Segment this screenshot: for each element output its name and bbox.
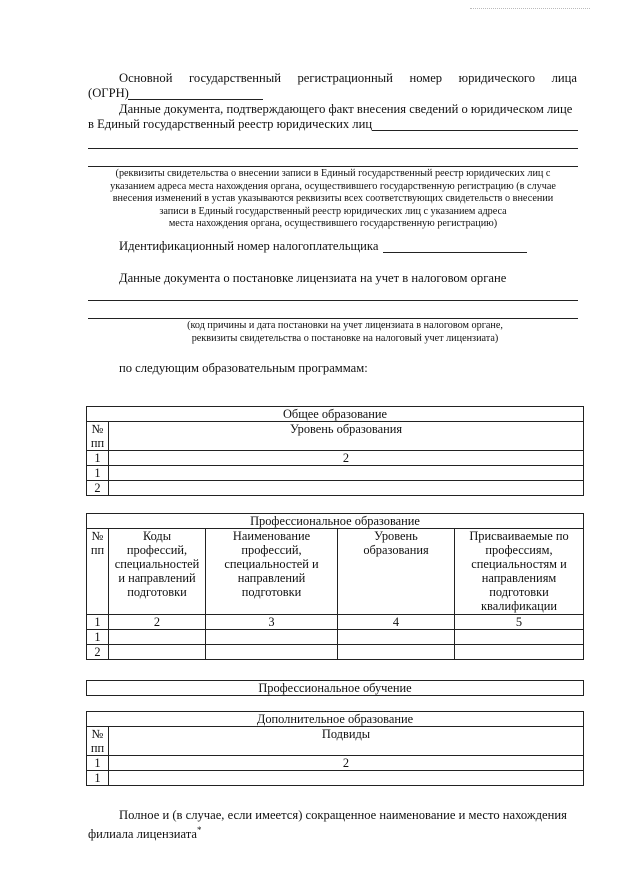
ogrn-label: Основной государственный регистрационный номер юридического лица (119, 71, 577, 85)
additional-education-title: Дополнительное образование (87, 712, 584, 727)
table-row: 1 (87, 466, 584, 481)
tax-line-1[interactable] (88, 300, 578, 301)
professional-training-table (86, 680, 584, 696)
professional-education-level-input[interactable] (338, 645, 455, 660)
egrul-doc-label-line2: в Единый государственный реестр юридических лиц (88, 117, 373, 131)
professional-education-col-num: № пп (87, 529, 109, 615)
professional-education-num-row-cell: 5 (455, 615, 584, 630)
additional-education-subtype-input[interactable] (109, 771, 584, 786)
professional-education-col-qualifications: Присваиваемые по профессиям, специальностям и направлениям подготовки квалификации (455, 529, 584, 615)
professional-education-qualification-input[interactable] (455, 630, 584, 645)
table-row: 2 (87, 645, 584, 660)
table-row: 1 (87, 630, 584, 645)
general-education-col-num: № пп (87, 422, 109, 451)
footnote-mark: * (196, 825, 202, 835)
professional-education-level-input[interactable] (338, 630, 455, 645)
additional-education-col-subtypes: Подвиды (109, 727, 584, 756)
ogrn-abbr: (ОГРН) (88, 86, 129, 100)
professional-education-num-row-cell: 2 (109, 615, 206, 630)
ogrn-value-line[interactable] (128, 99, 263, 100)
branch-label-line1: Полное и (в случае, если имеется) сокращенное наименование и место нахождения (119, 808, 567, 822)
tax-note: (код причины и дата постановки на учет лицензиата в налоговом органе, реквизиты свидетельства о постановке на налоговый учет лицензиата) (187, 320, 503, 344)
additional-education-num-row-cell: 2 (109, 756, 584, 771)
general-education-num-row-cell: 1 (87, 451, 109, 466)
additional-education-num-row-cell: 1 (87, 756, 109, 771)
general-education-level-input[interactable] (109, 466, 584, 481)
professional-education-names-input[interactable] (206, 630, 338, 645)
egrul-doc-label-line1: Данные документа, подтверждающего факт внесения сведений о юридическом лице (119, 102, 573, 116)
professional-education-codes-input[interactable] (109, 645, 206, 660)
additional-education-col-num: № пп (87, 727, 109, 756)
general-education-level-input[interactable] (109, 481, 584, 496)
professional-education-col-level: Уровень образования (338, 529, 455, 615)
professional-education-num-row-cell: 1 (87, 615, 109, 630)
professional-training-title[interactable]: Профессиональное обучение (87, 681, 584, 696)
inn-label: Идентификационный номер налогоплательщика (119, 239, 379, 253)
branch-label-line2: филиала лицензиата* (88, 825, 202, 842)
professional-education-num-row-cell: 4 (338, 615, 455, 630)
table-row: 1 (87, 771, 584, 786)
general-education-title: Общее образование (87, 407, 584, 422)
professional-education-names-input[interactable] (206, 645, 338, 660)
egrul-doc-line-1[interactable] (372, 130, 578, 131)
general-education-num-row-cell: 2 (109, 451, 584, 466)
professional-education-codes-input[interactable] (109, 630, 206, 645)
professional-education-title: Профессиональное образование (87, 514, 584, 529)
professional-education-num-row-cell: 3 (206, 615, 338, 630)
tax-line-2[interactable] (88, 318, 578, 319)
programs-intro: по следующим образовательным программам: (119, 361, 368, 375)
general-education-table (86, 406, 584, 496)
professional-education-qualification-input[interactable] (455, 645, 584, 660)
professional-education-col-codes: Коды профессий, специальностей и направлений подготовки (109, 529, 206, 615)
scan-artifact (470, 8, 590, 9)
additional-education-table (86, 711, 584, 786)
egrul-doc-note: (реквизиты свидетельства о внесении записи в Единый государственный реестр юридических лиц с указанием адреса места нахождения органа, осуществившего государственную регистрацию (в случае внесения изменений в устав указываются реквизиты всех соответствующих свидетельств о внесении записи в Единый государственный реестр юридических лиц с указанием адреса места нахождения органа, осуществившего государственную регистрацию) (110, 168, 556, 230)
tax-label: Данные документа о постановке лицензиата на учет в налоговом органе (119, 271, 507, 285)
egrul-doc-line-3[interactable] (88, 166, 578, 167)
general-education-col-level: Уровень образования (109, 422, 584, 451)
professional-education-col-names: Наименование профессий, специальностей и направлений подготовки (206, 529, 338, 615)
inn-value-line[interactable] (383, 252, 527, 253)
table-row: 2 (87, 481, 584, 496)
egrul-doc-line-2[interactable] (88, 148, 578, 149)
professional-education-table (86, 513, 584, 660)
